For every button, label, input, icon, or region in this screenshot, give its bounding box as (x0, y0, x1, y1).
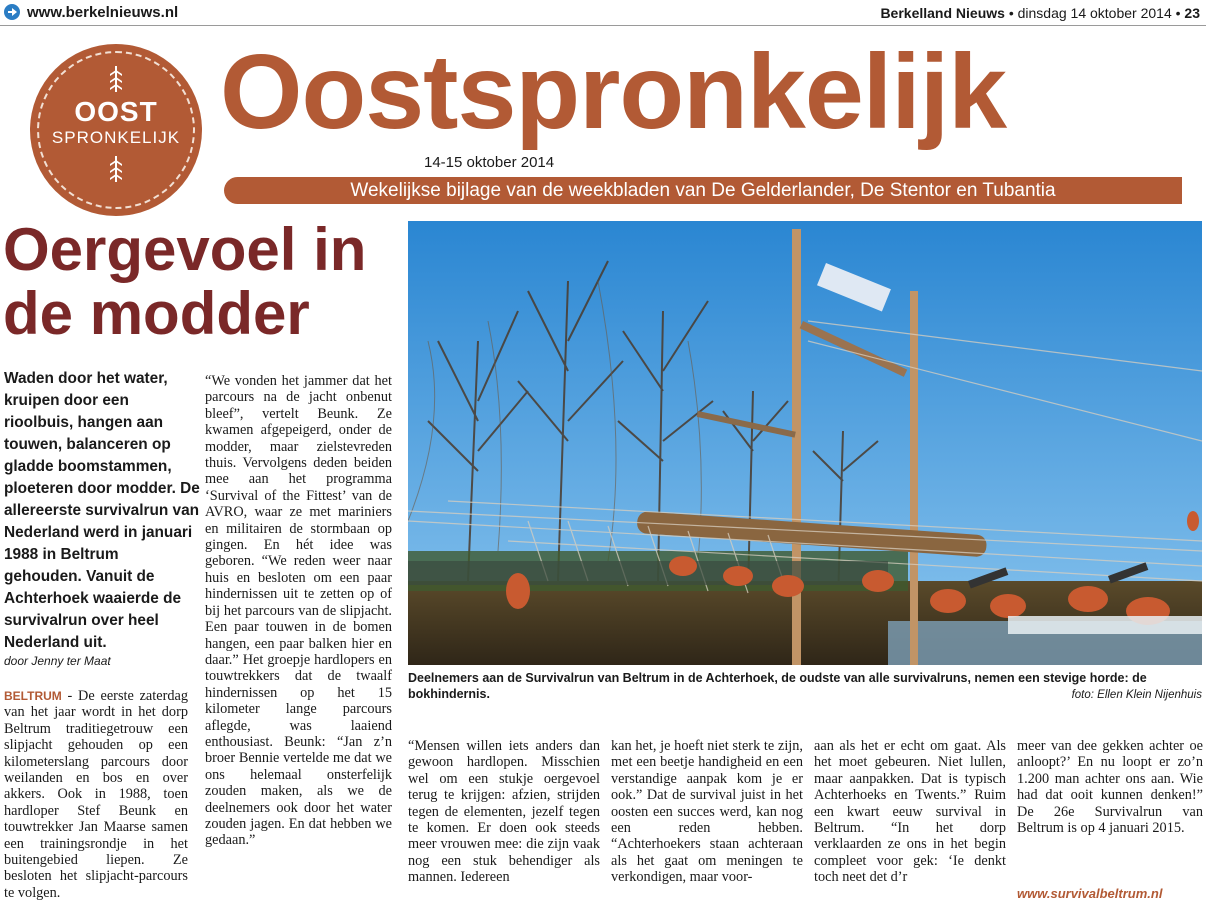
tagline: Wekelijkse bijlage van de weekbladen van De Gelderlander, De Stentor en Tubantia (350, 180, 1056, 201)
edition-info (880, 5, 1200, 21)
article-headline: Oergevoel in de modder (3, 216, 367, 347)
logo-line-1: OOST (74, 96, 158, 127)
photo-caption: Deelnemers aan de Survivalrun van Beltrum in de Achterhoek, de oudste van alle survivalruns, nemen een stevige horde: de bokhindernis. (408, 671, 1147, 701)
article-column-1 (4, 688, 188, 901)
column-text: - De eerste zaterdag van het jaar wordt in het dorp Beltrum traditiegetrouw een slipjacht gehouden op een kilometerslang parcours door weilanden en bos en over akkers. Ook in 1988, toen hardloper Stef Beunk en touwtrekker Jan Maarse samen een trainingsrondje in het buitengebied liepen. Ze besloten het slipjacht-parcours te volgen. (4, 688, 188, 901)
article-column-2: “We vonden het jammer dat het parcours na de jacht onbenut bleef”, vertelt Beunk. Ze kwamen afgepeigerd, onder de modder, maar zielstevreden thuis. Vervolgens deden beiden mee aan het programma ‘Survival of the Fittest’ van de AVRO, waar ze met mariniers en militairen de stormbaan op gingen. En hét idee was geboren. “We reden weer naar huis en besloten om een paar hindernissen uit te zetten op of bij het parcours van de slipjacht. Een paar touwen in de bomen hangen, een paar balken hier en daar.” Het groepje hardlopers en touwtrekkers dat de twaalf hindernissen op het 15 kilometer lange parcours aflegde, was laaiend enthousiast. Beunk: “Jan z’n broer Bennie vertelde me dat we ons helemaal onsterfelijk zouden maken, als we de deelnemers ook door het water zouden jagen. En dat hebben we gedaan.” (205, 373, 392, 849)
divider (0, 25, 1206, 26)
survivalrun-photo (408, 221, 1202, 665)
page-number: 23 (1184, 5, 1200, 21)
issue-date: 14-15 oktober 2014 (424, 154, 555, 171)
logo-line-2: SPRONKELIJK (51, 128, 181, 147)
article-intro: Waden door het water, kruipen door een rioolbuis, hangen aan touwen, balanceren op gladde boomstammen, ploeteren door modder. De allereerste survivalrun van Nederland werd in januari 1988 in Beltrum gehouden. Vanuit de Achterhoek waaierde de survivalrun over heel Nederland uit. (4, 370, 200, 651)
oostspronkelijk-logo (30, 44, 202, 216)
survivalbeltrum-link[interactable]: www.survivalbeltrum.nl (1017, 886, 1163, 901)
edition-date: • dinsdag 14 oktober 2014 • (1004, 5, 1185, 21)
masthead-title: Oostspronkelijk (220, 33, 1007, 151)
photo-credit: foto: Ellen Klein Nijenhuis (1071, 689, 1202, 701)
wheat-icon (106, 66, 126, 92)
tagline-banner (224, 177, 1182, 204)
article-column-4: kan het, je hoeft niet sterk te zijn, met een beetje handigheid en een verstandige aanpak kom je er ook.” Dat de survival juist in het oosten een succes werd, kan nog een reden hebben. “Achterhoekers staan achteraan als het gaat om meningen te verkondigen, maar voor- (611, 738, 803, 886)
article-column-5: aan als het er echt om gaat. Als het moet gebeuren. Niet lullen, maar aanpakken. Dat is typisch Achterhoeks en Twents.” Ruim een kwart eeuw survival in Beltrum. “In het dorp verklaarden ze ons in het begin compleet voor gek: ‘Ie denkt toch neet det d’r (814, 738, 1006, 886)
top-bar (0, 0, 1206, 26)
dateline-kicker: BELTRUM (4, 689, 62, 703)
wheat-icon (106, 156, 126, 182)
edition-name: Berkelland Nieuws (880, 5, 1005, 21)
site-url[interactable]: www.berkelnieuws.nl (27, 4, 179, 21)
article-column-3: “Mensen willen iets anders dan gewoon hardlopen. Misschien wel om een stukje oergevoel terug te krijgen: afzien, strijden tegen de elementen, jezelf tegen te komen. Er doen ook steeds meer vrouwen mee: die zijn vaak nog een stuk behendiger als mannen. Iedereen (408, 738, 600, 886)
article-photo (408, 221, 1202, 665)
arrow-right-icon (4, 4, 20, 20)
byline: door Jenny ter Maat (4, 654, 111, 668)
article-column-6: meer van dee gekken achter oe anloopt?’ En nu loopt er zo’n 1.200 man achter ons aan. Wie had dat ooit kunnen denken!” De 26e Survivalrun van Beltrum is op 4 januari 2015. (1017, 738, 1203, 837)
